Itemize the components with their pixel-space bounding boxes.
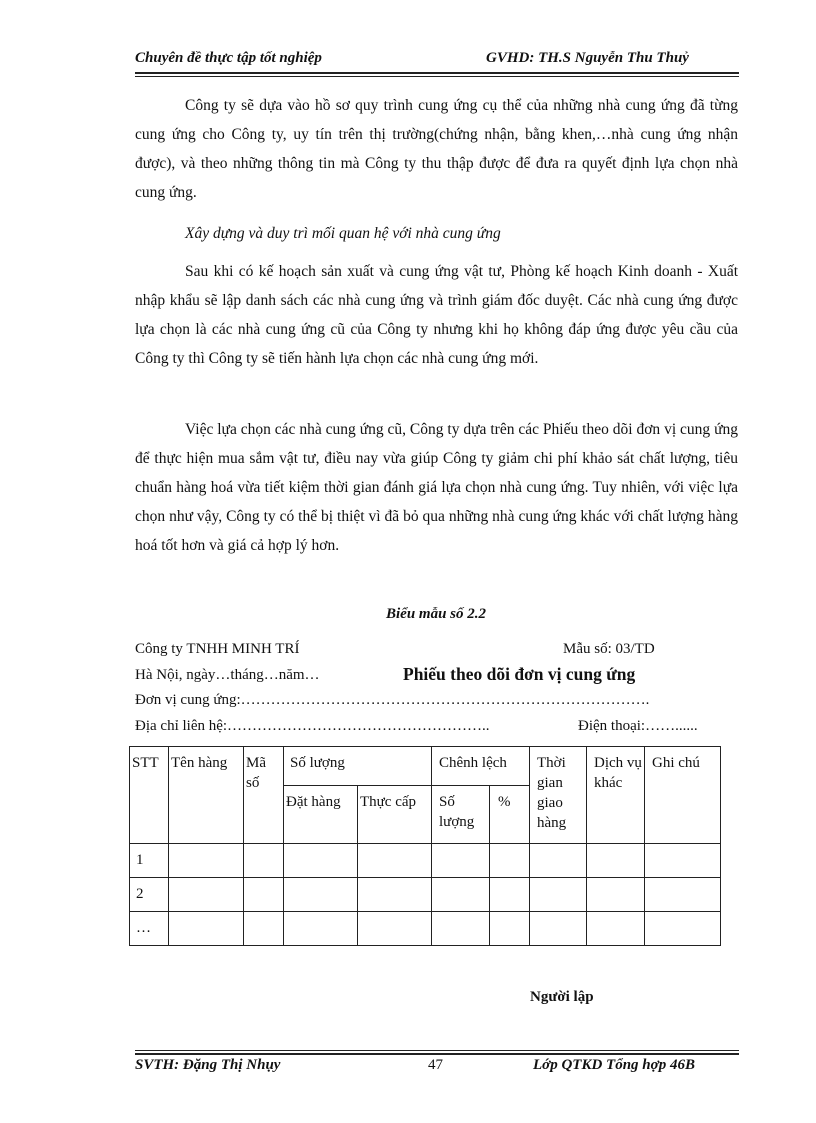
table-row — [130, 844, 721, 878]
empty-cell — [244, 878, 284, 912]
empty-cell — [284, 912, 358, 946]
footer-student: SVTH: Đặng Thị Nhụy — [135, 1057, 281, 1073]
header-rule-thin — [135, 76, 739, 77]
header-right-advisor: GVHD: TH.S Nguyễn Thu Thuỷ — [486, 50, 689, 66]
empty-cell — [358, 912, 432, 946]
header-notes: Ghi chú — [645, 747, 721, 844]
empty-cell — [587, 912, 645, 946]
form-address-line: Địa chỉ liên hệ:…………………………………………….. — [135, 718, 490, 734]
header-difference: Chênh lệch — [432, 747, 530, 786]
empty-cell — [432, 844, 490, 878]
form-phone-line: Điện thoại:……...... — [578, 718, 698, 734]
empty-cell — [645, 912, 721, 946]
footer-class: Lớp QTKD Tổng hợp 46B — [533, 1057, 695, 1073]
footer-rule-thick — [135, 1053, 739, 1055]
footer-page-number: 47 — [428, 1057, 443, 1073]
form-caption: Biểu mẫu số 2.2 — [385, 606, 487, 622]
empty-cell — [358, 844, 432, 878]
empty-cell — [244, 912, 284, 946]
form-title: Phiếu theo dõi đơn vị cung ứng — [403, 664, 636, 684]
header-code: Mã số — [244, 747, 284, 844]
empty-cell — [169, 844, 244, 878]
signer-label: Người lập — [530, 989, 594, 1005]
empty-cell — [169, 912, 244, 946]
header-diff-quantity: Số lượng — [432, 786, 490, 844]
row-stt-cell: … — [130, 912, 169, 946]
header-stt: STT — [130, 747, 169, 844]
empty-cell — [169, 878, 244, 912]
header-delivery-time: Thời gian giao hàng — [530, 747, 587, 844]
empty-cell — [530, 844, 587, 878]
empty-cell — [490, 878, 530, 912]
empty-cell — [530, 912, 587, 946]
empty-cell — [530, 878, 587, 912]
table-row — [130, 912, 721, 946]
header-diff-percent: % — [490, 786, 530, 844]
supplier-tracking-table — [129, 746, 721, 946]
paragraph-supplier-records: Công ty sẽ dựa vào hồ sơ quy trình cung ứng cụ thể của những nhà cung ứng đã từng cung ứng cho Công ty, uy tín trên thị trường(chứng nhận, bằng khen,…nhà cung ứng nhận được), và theo những thông tin mà Công ty thu thập được để đưa ra quyết định lựa chọn nhà cung ứng. — [135, 97, 738, 201]
empty-cell — [244, 844, 284, 878]
empty-cell — [284, 844, 358, 878]
empty-cell — [587, 878, 645, 912]
row-stt-cell: 2 — [130, 878, 169, 912]
empty-cell — [645, 878, 721, 912]
header-other-services: Dịch vụ khác — [587, 747, 645, 844]
empty-cell — [284, 878, 358, 912]
header-rule-thick — [135, 72, 739, 74]
empty-cell — [587, 844, 645, 878]
header-actual: Thực cấp — [358, 786, 432, 844]
empty-cell — [432, 878, 490, 912]
footer-rule-thin — [135, 1050, 739, 1051]
form-company-name: Công ty TNHH MINH TRÍ — [135, 641, 300, 657]
empty-cell — [358, 878, 432, 912]
row-stt-cell: 1 — [130, 844, 169, 878]
empty-cell — [490, 912, 530, 946]
paragraph-supplier-list: Sau khi có kế hoạch sản xuất và cung ứng vật tư, Phòng kế hoạch Kinh doanh - Xuất nhập khẩu sẽ lập danh sách các nhà cung ứng và trình giám đốc duyệt. Các nhà cung ứng được lựa chọn là các nhà cung ứng cũ của Công ty nhưng khi họ không đáp ứng được yêu cầu của Công ty thì Công ty sẽ tiến hành lựa chọn các nhà cung ứng mới. — [135, 263, 738, 367]
empty-cell — [490, 844, 530, 878]
header-item-name: Tên hàng — [169, 747, 244, 844]
form-number: Mẫu số: 03/TD — [563, 641, 655, 657]
table-header-row — [130, 747, 721, 786]
subheading-supplier-relations: Xây dựng và duy trì mối quan hệ với nhà cung ứng — [185, 225, 501, 242]
paragraph-old-suppliers: Việc lựa chọn các nhà cung ứng cũ, Công ty dựa trên các Phiếu theo dõi đơn vị cung ứng để thực hiện mua sắm vật tư, điều nay vừa giúp Công ty giảm chi phí khảo sát chất lượng, tiêu chuẩn hàng hoá vừa tiết kiệm thời gian đánh giá lựa chọn nhà cung ứng. Tuy nhiên, với việc lựa chọn như vậy, Công ty có thể bị thiệt vì đã bỏ qua những nhà cung ứng khác với chất lượng hàng hoá tốt hơn và giá cả hợp lý hơn. — [135, 421, 738, 554]
header-quantity: Số lượng — [284, 747, 432, 786]
empty-cell — [432, 912, 490, 946]
empty-cell — [645, 844, 721, 878]
form-place-date: Hà Nội, ngày…tháng…năm… — [135, 667, 320, 683]
header-left-title: Chuyên đề thực tập tốt nghiệp — [135, 50, 322, 66]
table-row — [130, 878, 721, 912]
header-ordered: Đặt hàng — [284, 786, 358, 844]
form-supplier-line: Đơn vị cung ứng:………………………………………………………………………. — [135, 692, 650, 708]
